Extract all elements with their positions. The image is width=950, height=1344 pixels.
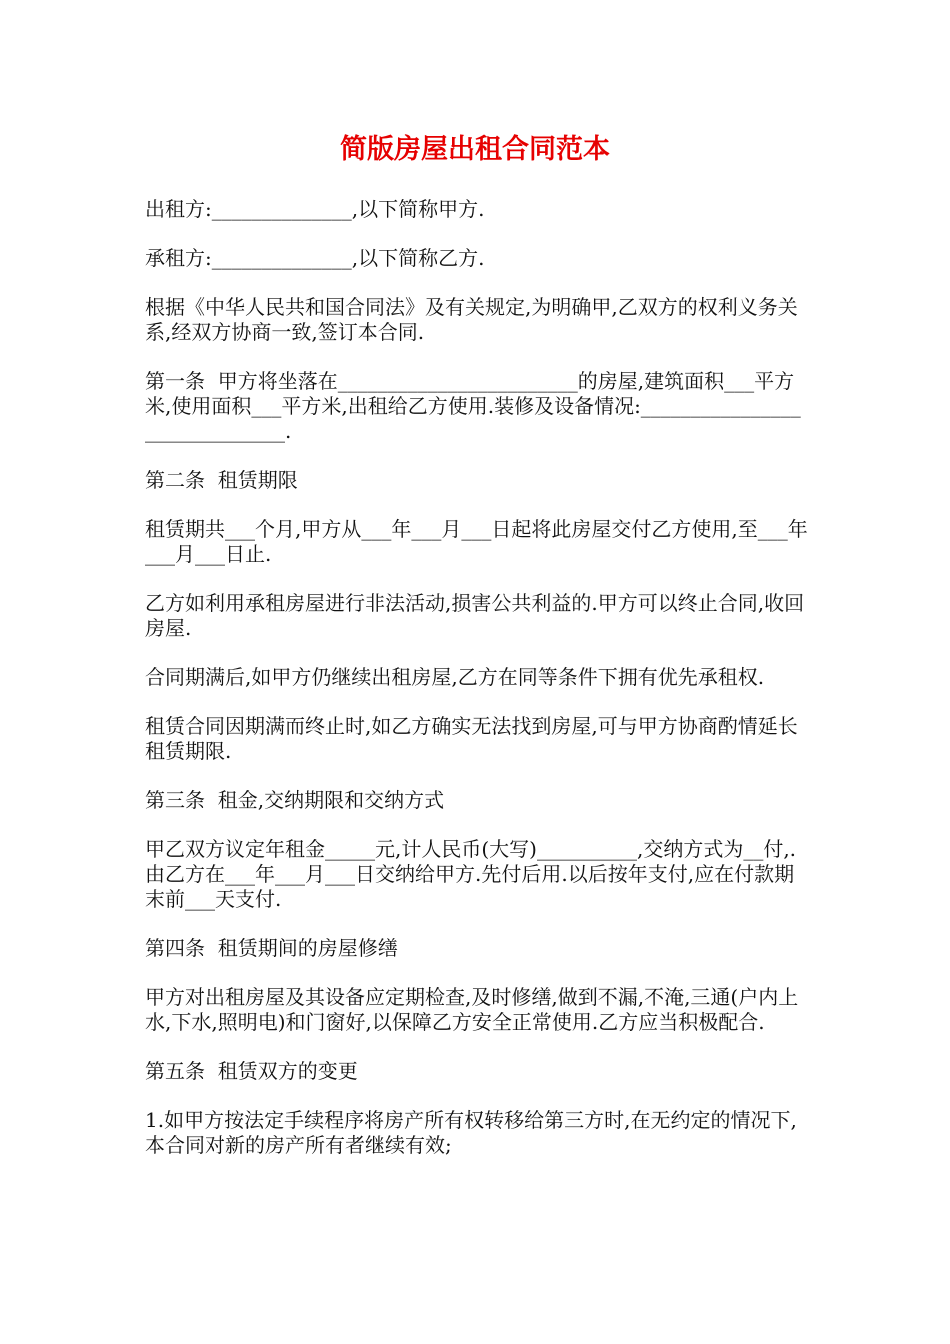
repair-paragraph: 甲方对出租房屋及其设备应定期检查,及时修缮,做到不漏,不淹,三通(户内上水,下水,照明电)和门窗好,以保障乙方安全正常使用.乙方应当积极配合. bbox=[145, 985, 799, 1034]
document-title: 简版房屋出租合同范本 bbox=[340, 134, 610, 165]
lease-term-paragraph: 租赁期共___个月,甲方从___年___月___日起将此房屋交付乙方使用,至___年___月___日止. bbox=[145, 517, 808, 566]
extension-paragraph: 租赁合同因期满而终止时,如乙方确实无法找到房屋,可与甲方协商酌情延长租赁期限. bbox=[145, 714, 798, 763]
ownership-transfer-paragraph: 1.如甲方按法定手续程序将房产所有权转移给第三方时,在无约定的情况下,本合同对新的房产所有者继续有效; bbox=[145, 1108, 797, 1157]
preamble-paragraph: 根据《中华人民共和国合同法》及有关规定,为明确甲,乙双方的权利义务关系,经双方协商一致,签订本合同. bbox=[145, 295, 798, 344]
renewal-priority-paragraph: 合同期满后,如甲方仍继续出租房屋,乙方在同等条件下拥有优先承租权. bbox=[145, 665, 765, 689]
article-2-heading: 第二条 租赁期限 bbox=[145, 468, 298, 492]
party-b-line: 承租方:______________,以下简称乙方. bbox=[145, 246, 485, 270]
article-3-heading: 第三条 租金,交纳期限和交纳方式 bbox=[145, 788, 445, 812]
article-5-heading: 第五条 租赁双方的变更 bbox=[145, 1059, 358, 1083]
party-a-line: 出租方:______________,以下简称甲方. bbox=[145, 197, 485, 221]
document-body bbox=[145, 197, 810, 1182]
article-1-paragraph: 第一条 甲方将坐落在________________________的房屋,建筑面积___平方米,使用面积___平方米,出租给乙方使用.装修及设备情况:______________________________. bbox=[145, 369, 801, 443]
rent-payment-paragraph: 甲乙双方议定年租金_____元,计人民币(大写)__________,交纳方式为__付,.由乙方在___年___月___日交纳给甲方.先付后用.以后按年支付,应在付款期末前___天支付. bbox=[145, 837, 797, 911]
illegal-use-paragraph: 乙方如利用承租房屋进行非法活动,损害公共利益的.甲方可以终止合同,收回房屋. bbox=[145, 591, 805, 640]
article-4-heading: 第四条 租赁期间的房屋修缮 bbox=[145, 936, 398, 960]
